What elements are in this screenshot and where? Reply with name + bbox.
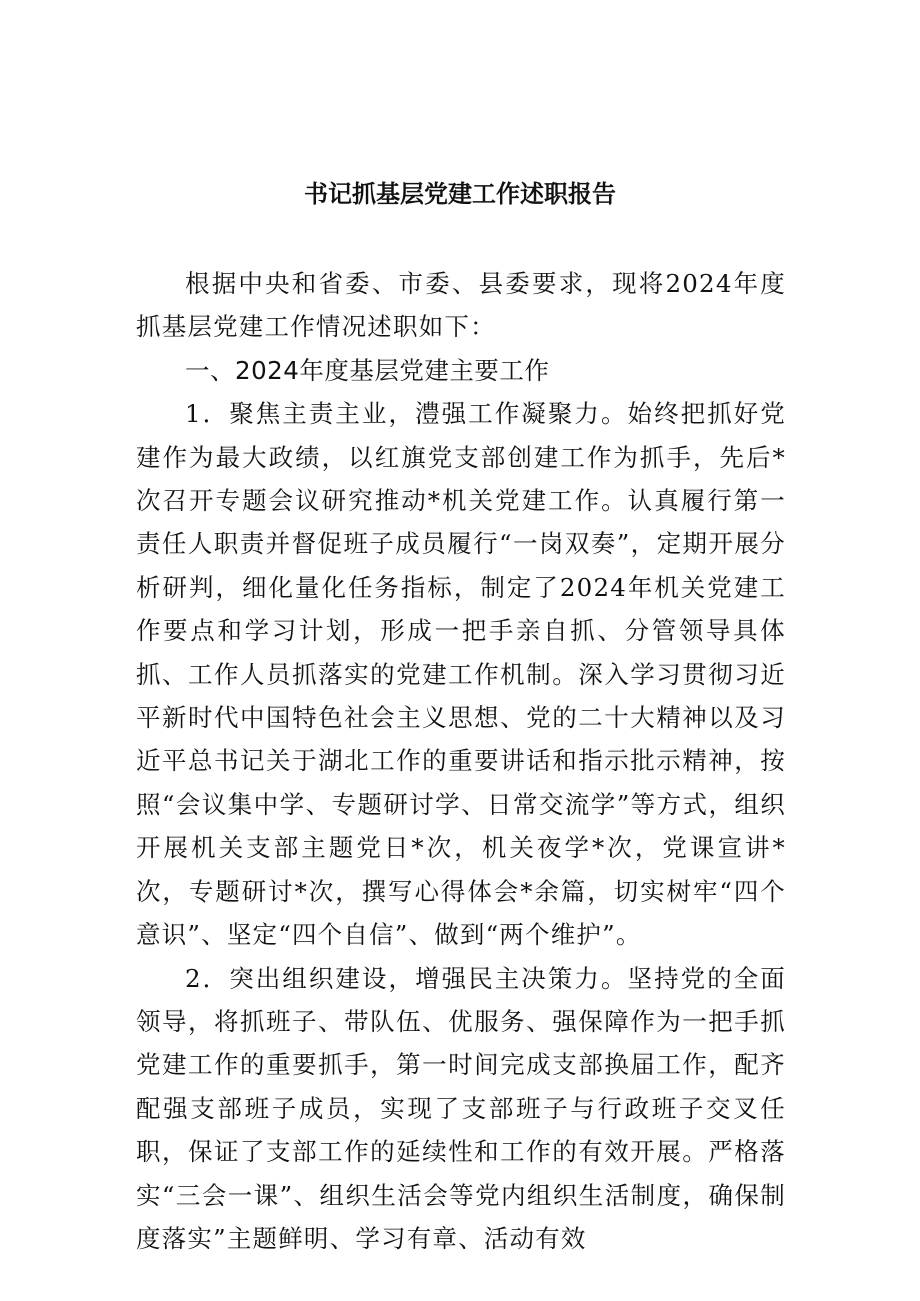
document-body: [136, 262, 786, 1260]
intro-paragraph: 根据中央和省委、市委、县委要求，现将2024年度抓基层党建工作情况述职如下：: [136, 269, 786, 342]
document-title: 书记抓基层党建工作述职报告: [304, 180, 616, 208]
paragraph-1: 1．聚焦主责主业，澧强工作凝聚力。始终把抓好党建作为最大政绩，以红旗党支部创建工作为抓手，先后*次召开专题会议研究推动*机关党建工作。认真履行第一责任人职责并督促班子成员履行“一岗双奏”，定期开展分析研判，细化量化任务指标，制定了2024年机关党建工作要点和学习计划，形成一把手亲自抓、分管领导具体抓、工作人员抓落实的党建工作机制。深入学习贯彻习近平新时代中国特色社会主义思想、党的二十大精神以及习近平总书记关于湖北工作的重要讲话和指示批示精神，按照“会议集中学、专题研讨学、日常交流学”等方式，组织开展机关支部主题党日*次，机关夜学*次，党课宣讲*次，专题研讨*次，撰写心得体会*余篇，切实树牢“四个意识”、坚定“四个自信”、做到“两个维护”。: [136, 399, 786, 950]
paragraph-2: 2．突出组织建设，增强民主决策力。坚持党的全面领导，将抓班子、带队伍、优服务、强保障作为一把手抓党建工作的重要抓手，第一时间完成支部换届工作，配齐配强支部班子成员，实现了支部班子与行政班子交叉任职，保证了支部工作的延续性和工作的有效开展。严格落实“三会一课”、组织生活会等党内组织生活制度，确保制度落实”主题鲜明、学习有章、活动有效: [136, 963, 786, 1253]
section-heading: 一、2024年度基层党建主要工作: [185, 355, 550, 385]
